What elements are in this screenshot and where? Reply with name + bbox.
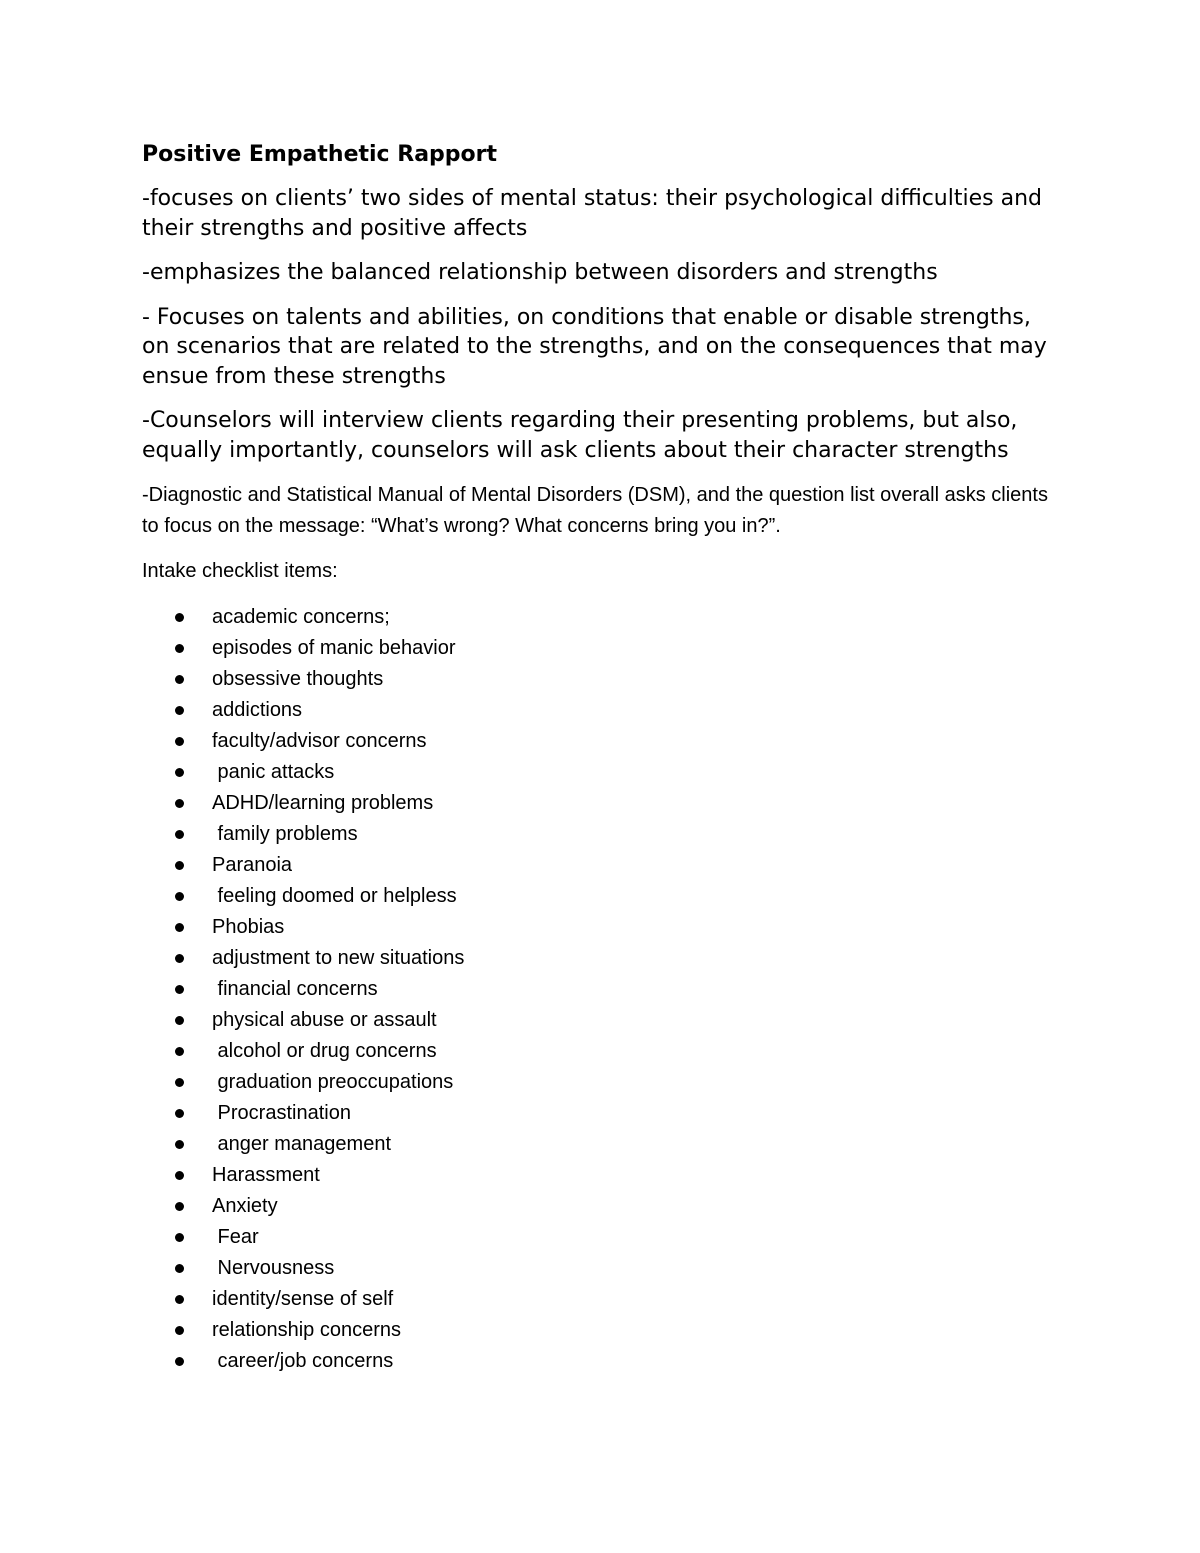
checklist-item-label: physical abuse or assault	[212, 1009, 437, 1031]
checklist-item	[142, 1346, 1062, 1377]
bullet-icon	[175, 1202, 184, 1211]
bullet-icon	[175, 737, 184, 746]
checklist-item	[142, 974, 1062, 1005]
checklist-item-label: academic concerns;	[212, 606, 390, 628]
checklist-item	[142, 881, 1062, 912]
checklist-item-label: Nervousness	[212, 1257, 335, 1279]
paragraph-two-sides: -focuses on clients’ two sides of mental status: their psychological difficulties and their strengths and positive affects	[142, 186, 1042, 241]
bullet-icon	[175, 1140, 184, 1149]
checklist-item-label: obsessive thoughts	[212, 668, 384, 690]
checklist-item	[142, 912, 1062, 943]
checklist-item	[142, 1191, 1062, 1222]
paragraph-balanced-relationship: -emphasizes the balanced relationship between disorders and strengths	[142, 260, 938, 285]
bullet-icon	[175, 1357, 184, 1366]
bullet-icon	[175, 1109, 184, 1118]
checklist-item-label: career/job concerns	[212, 1350, 394, 1372]
intake-checklist-label: Intake checklist items:	[142, 560, 338, 582]
checklist-item-label: adjustment to new situations	[212, 947, 465, 969]
checklist-item-label: ADHD/learning problems	[212, 792, 434, 814]
paragraph-counselors-interview: -Counselors will interview clients regarding their presenting problems, but also, equally importantly, counselors will ask clients about their character strengths	[142, 408, 1018, 463]
checklist-item-label: panic attacks	[212, 761, 335, 783]
checklist-item-label: faculty/advisor concerns	[212, 730, 427, 752]
bullet-icon	[175, 1016, 184, 1025]
checklist-item-label: Paranoia	[212, 854, 293, 876]
bullet-icon	[175, 675, 184, 684]
bullet-icon	[175, 892, 184, 901]
checklist-item-label: family problems	[212, 823, 358, 845]
checklist-item-label: Anxiety	[212, 1195, 278, 1217]
checklist-item-label: financial concerns	[212, 978, 378, 1000]
checklist-item-label: identity/sense of self	[212, 1288, 394, 1310]
bullet-icon	[175, 861, 184, 870]
checklist-item	[142, 850, 1062, 881]
checklist-item	[142, 695, 1062, 726]
checklist-item	[142, 602, 1062, 633]
bullet-icon	[175, 1326, 184, 1335]
bullet-icon	[175, 1264, 184, 1273]
document-title: Positive Empathetic Rapport	[142, 142, 498, 167]
bullet-icon	[175, 613, 184, 622]
checklist-item-label: relationship concerns	[212, 1319, 401, 1341]
checklist-item-label: feeling doomed or helpless	[212, 885, 457, 907]
checklist-item	[142, 1222, 1062, 1253]
checklist-item	[142, 1005, 1062, 1036]
bullet-icon	[175, 799, 184, 808]
checklist-item-label: Procrastination	[212, 1102, 351, 1124]
checklist-item	[142, 819, 1062, 850]
bullet-icon	[175, 923, 184, 932]
bullet-icon	[175, 768, 184, 777]
checklist-item-label: anger management	[212, 1133, 392, 1155]
bullet-icon	[175, 1295, 184, 1304]
checklist-item-label: Phobias	[212, 916, 285, 938]
checklist-item	[142, 1315, 1062, 1346]
checklist-item-label: addictions	[212, 699, 303, 721]
checklist-item	[142, 1253, 1062, 1284]
checklist-item-label: episodes of manic behavior	[212, 637, 456, 659]
checklist-item-label: Fear	[212, 1226, 259, 1248]
checklist-item	[142, 1067, 1062, 1098]
bullet-icon	[175, 1047, 184, 1056]
intake-checklist	[142, 602, 1062, 1377]
checklist-item-label: Harassment	[212, 1164, 320, 1186]
checklist-item	[142, 664, 1062, 695]
document-body	[142, 140, 1062, 1377]
checklist-item	[142, 1160, 1062, 1191]
bullet-icon	[175, 706, 184, 715]
checklist-item	[142, 633, 1062, 664]
paragraph-talents-abilities: - Focuses on talents and abilities, on conditions that enable or disable strengths, on scenarios that are related to the strengths, and on the consequences that may ensue from these strengths	[142, 304, 1047, 389]
checklist-item	[142, 1036, 1062, 1067]
bullet-icon	[175, 1171, 184, 1180]
paragraph-dsm: -Diagnostic and Statistical Manual of Mental Disorders (DSM), and the question list overall asks clients to focus on the message: “What’s wrong? What concerns bring you in?”.	[142, 484, 1048, 537]
bullet-icon	[175, 1233, 184, 1242]
checklist-item	[142, 943, 1062, 974]
checklist-item-label: alcohol or drug concerns	[212, 1040, 437, 1062]
bullet-icon	[175, 954, 184, 963]
checklist-item	[142, 726, 1062, 757]
checklist-item-label: graduation preoccupations	[212, 1071, 454, 1093]
bullet-icon	[175, 1078, 184, 1087]
bullet-icon	[175, 644, 184, 653]
checklist-item	[142, 1284, 1062, 1315]
checklist-item	[142, 788, 1062, 819]
checklist-item	[142, 1129, 1062, 1160]
checklist-item	[142, 757, 1062, 788]
bullet-icon	[175, 830, 184, 839]
checklist-item	[142, 1098, 1062, 1129]
bullet-icon	[175, 985, 184, 994]
